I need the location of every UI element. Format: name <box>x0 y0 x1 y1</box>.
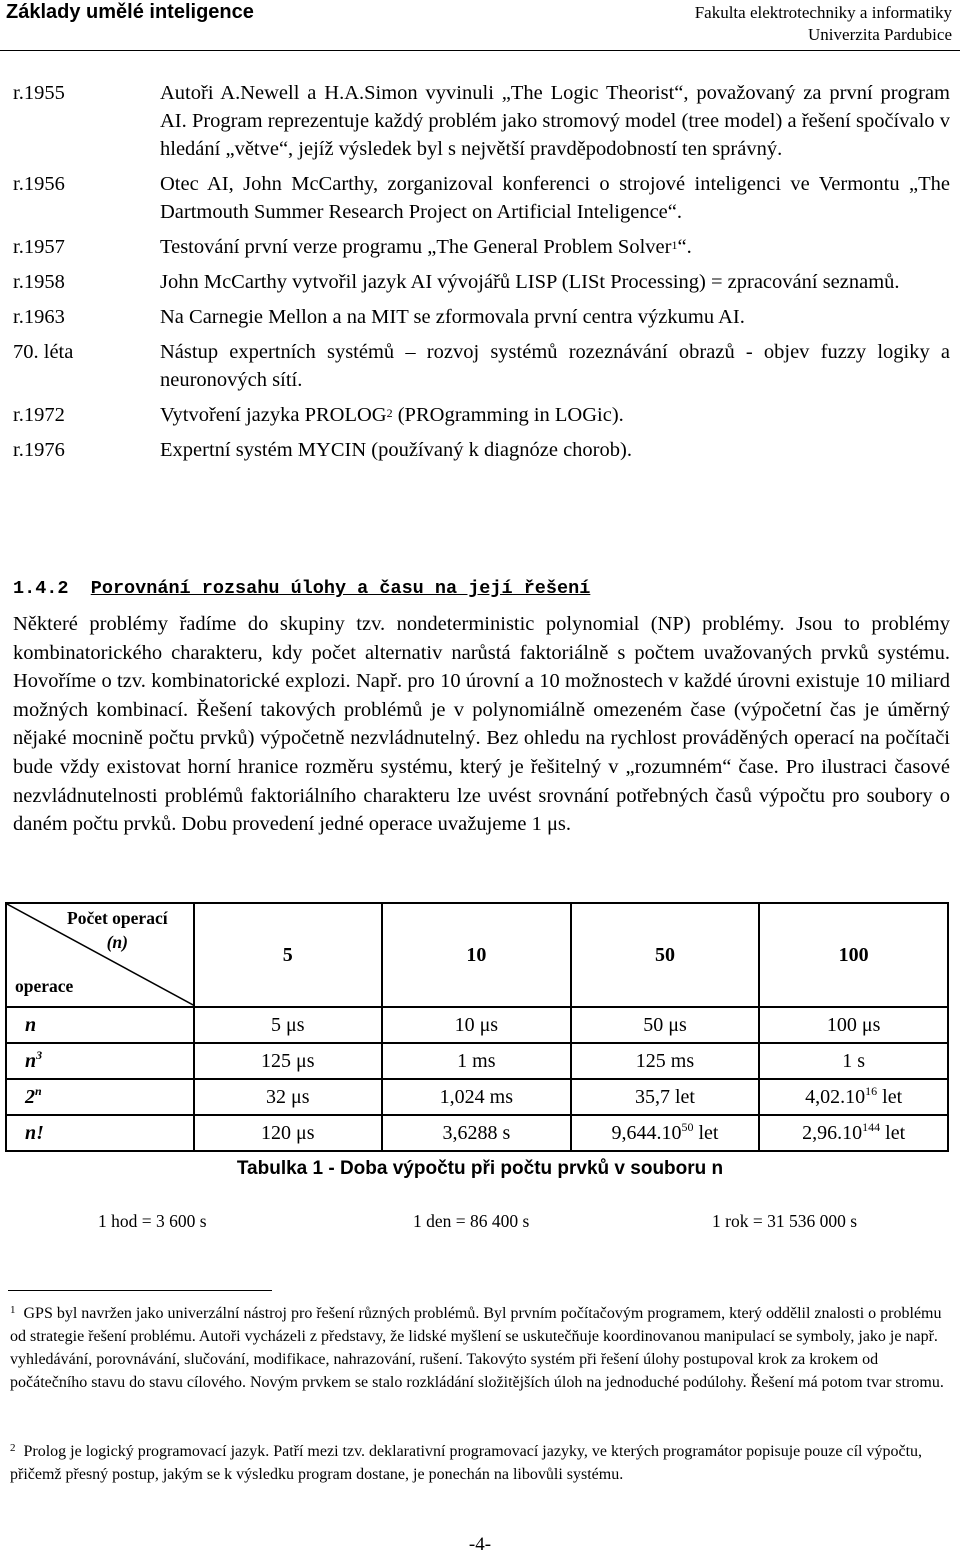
timeline-year: r.1976 <box>13 439 65 461</box>
table-header-cell: 100 <box>759 903 948 1007</box>
footnote-text: GPS byl navržen jako univerzální nástroj pro řešení různých problémů. Byl prvním počítačovým programem, který oddělil znalosti o problému od strategie řešení problému. Autoři vycházeli z představy, že lidské myšlení se uskutečňuje koordinovanou manipulací se symboly, jako je např. vyhledávání, porovnávání, slučování, modifikace, nahrazování, rušení. Takovýto systém při řešení úlohy postupoval krok za krokem od počátečního stavu do stavu cílového. Novým prvkem se stalo rozkládání složitějších úloh na jednoduché podúlohy. Řešení má potom tvar stromu. <box>10 1305 944 1391</box>
footnote-mark: 1 <box>10 1304 16 1316</box>
timeline-year: r.1956 <box>13 173 65 195</box>
table-corner-cell <box>6 903 194 1007</box>
university-name: Univerzita Pardubice <box>808 25 952 44</box>
table-cell: 10 μs <box>382 1007 571 1043</box>
ai-history-timeline <box>0 79 960 471</box>
table-row <box>6 1079 948 1115</box>
timeline-year: r.1957 <box>13 236 65 258</box>
footnote-separator <box>8 1290 272 1291</box>
section-number: 1.4.2 <box>13 578 69 599</box>
table-cell: 1,024 ms <box>382 1079 571 1115</box>
course-title: Základy umělé inteligence <box>6 1 254 23</box>
table-header-cell: 5 <box>194 903 383 1007</box>
table-cell: 5 μs <box>194 1007 383 1043</box>
footnote-ref: 2 <box>386 406 393 420</box>
table-cell: 1 s <box>759 1043 948 1079</box>
table-header-row <box>6 903 948 1007</box>
section-heading <box>13 578 590 599</box>
table-cell: 100 μs <box>759 1007 948 1043</box>
page-header <box>0 0 960 51</box>
timeline-entry <box>0 268 960 296</box>
timeline-entry <box>0 436 960 464</box>
timeline-entry <box>0 233 960 261</box>
timeline-entry <box>0 401 960 429</box>
table-cell: 3,6288 s <box>382 1115 571 1151</box>
table-header-cell: 10 <box>382 903 571 1007</box>
table-cell: 125 μs <box>194 1043 383 1079</box>
table-cell: 32 μs <box>194 1079 383 1115</box>
timeline-text: Otec AI, John McCarthy, zorganizoval konferenci o strojové inteligenci ve Vermontu „The Dartmouth Summer Research Project on Artificial Inteligence“. <box>160 173 950 223</box>
timeline-text: Autoři A.Newell a H.A.Simon vyvinuli „The Logic Theorist“, považovaný za první program AI. Program reprezentuje každý problém jako stromový model (tree model) a řešení spočívalo v hledání „větve“, jejíž výsledek byl s největší pravděpodobností ten správný. <box>160 82 950 160</box>
footnote-1 <box>10 1302 945 1394</box>
timeline-entry <box>0 303 960 331</box>
timeline-year: r.1963 <box>13 306 65 328</box>
corner-count-label: Počet operací <box>67 908 168 928</box>
corner-top-label <box>67 906 168 954</box>
footnote-mark: 2 <box>10 1442 16 1454</box>
table-caption: Tabulka 1 - Doba výpočtu při počtu prvků v souboru n <box>236 1158 724 1179</box>
table-row <box>6 1115 948 1151</box>
table-cell: 125 ms <box>571 1043 760 1079</box>
table-cell: 4,02.10$^{16}$ let <box>759 1079 948 1115</box>
footnote-ref: 1 <box>671 238 678 252</box>
table-cell: 2,96.10$^{144}$ let <box>759 1115 948 1151</box>
body-paragraph: Některé problémy řadíme do skupiny tzv. nondeterministic polynomial (NP) problémy. Jsou to problémy kombinatorického charakteru, kdy počet alternativ narůstá faktoriálně s počtem uvažovaných prvků systému. Hovoříme o tzv. kombinatorické explozi. Např. pro 10 úrovní a 10 možnostech v každé úrovni existuje 10 miliard možných kombinací. Řešení takových problémů je v polynomiálně omezeném čase (výpočetní čas je úměrný nějaké mocnině počtu prvků) výpočetně nezvládnutelný. Bez ohledu na rychlost prováděných operací na počítači bude vždy existovat horní hranice rozměru systému, který je řešitelný v „rozumném“ čase. Pro ilustraci časové nezvládnutelnosti problémů faktoriálního charakteru lze uvést srovnání potřebných časů výpočtu pro soubory o daném počtu prvků. Dobu provedení jedné operace uvažujeme 1 μs. <box>13 613 950 836</box>
table-cell: 120 μs <box>194 1115 383 1151</box>
conversion-year: 1 rok = 31 536 000 s <box>712 1211 858 1231</box>
footnote-2 <box>10 1440 945 1486</box>
timeline-year: r.1955 <box>13 82 65 104</box>
footnote-text: Prolog je logický programovací jazyk. Patří mezi tzv. deklarativní programovací jazyky, ve kterých programátor popisuje pouze cíl výpočtu, přičemž přesný postup, jakým se k výsledku program dostane, je ponechán na libovůli systému. <box>10 1443 923 1483</box>
timeline-year: r.1958 <box>13 271 65 293</box>
table-header-cell: 50 <box>571 903 760 1007</box>
timeline-entry <box>0 338 960 394</box>
table-cell: 50 μs <box>571 1007 760 1043</box>
table-row <box>6 1043 948 1079</box>
institution <box>695 2 952 46</box>
section-title: Porovnání rozsahu úlohy a času na její řešení <box>90 578 591 599</box>
complexity-label: $n^3$ <box>6 1043 194 1079</box>
table-cell: 9,644.10$^{50}$ let <box>571 1115 760 1151</box>
conversion-day: 1 den = 86 400 s <box>413 1211 530 1231</box>
computation-time-table <box>5 902 949 1152</box>
timeline-text: Na Carnegie Mellon a na MIT se zformovala první centra výzkumu AI. <box>160 306 745 328</box>
timeline-text: Testování první verze programu „The General Problem Solver$^1$“. <box>160 236 692 258</box>
table-row <box>6 1007 948 1043</box>
complexity-label: n! <box>6 1115 194 1151</box>
complexity-label: n <box>6 1007 194 1043</box>
timeline-text: Nástup expertních systémů – rozvoj systémů rozeznávání obrazů - objev fuzzy logiky a neuronových sítí. <box>160 341 950 391</box>
timeline-text: Vytvoření jazyka PROLOG$^2$ (PROgramming in LOGic). <box>160 404 624 426</box>
timeline-year: 70. léta <box>13 341 74 363</box>
table-cell: 1 ms <box>382 1043 571 1079</box>
timeline-text: Expertní systém MYCIN (používaný k diagnóze chorob). <box>160 439 632 461</box>
page-number: -4- <box>468 1534 492 1555</box>
timeline-year: r.1972 <box>13 404 65 426</box>
timeline-entry <box>0 79 960 163</box>
corner-n-label: (n) <box>106 932 128 952</box>
timeline-text: John McCarthy vytvořil jazyk AI vývojářů LISP (LISt Processing) = zpracování seznamů. <box>160 271 900 293</box>
faculty-name: Fakulta elektrotechniky a informatiky <box>694 3 952 22</box>
corner-bottom-label: operace <box>15 976 74 996</box>
complexity-label: 2$^n$ <box>6 1079 194 1115</box>
table-cell: 35,7 let <box>571 1079 760 1115</box>
timeline-entry <box>0 170 960 226</box>
conversion-hour: 1 hod = 3 600 s <box>98 1211 207 1231</box>
